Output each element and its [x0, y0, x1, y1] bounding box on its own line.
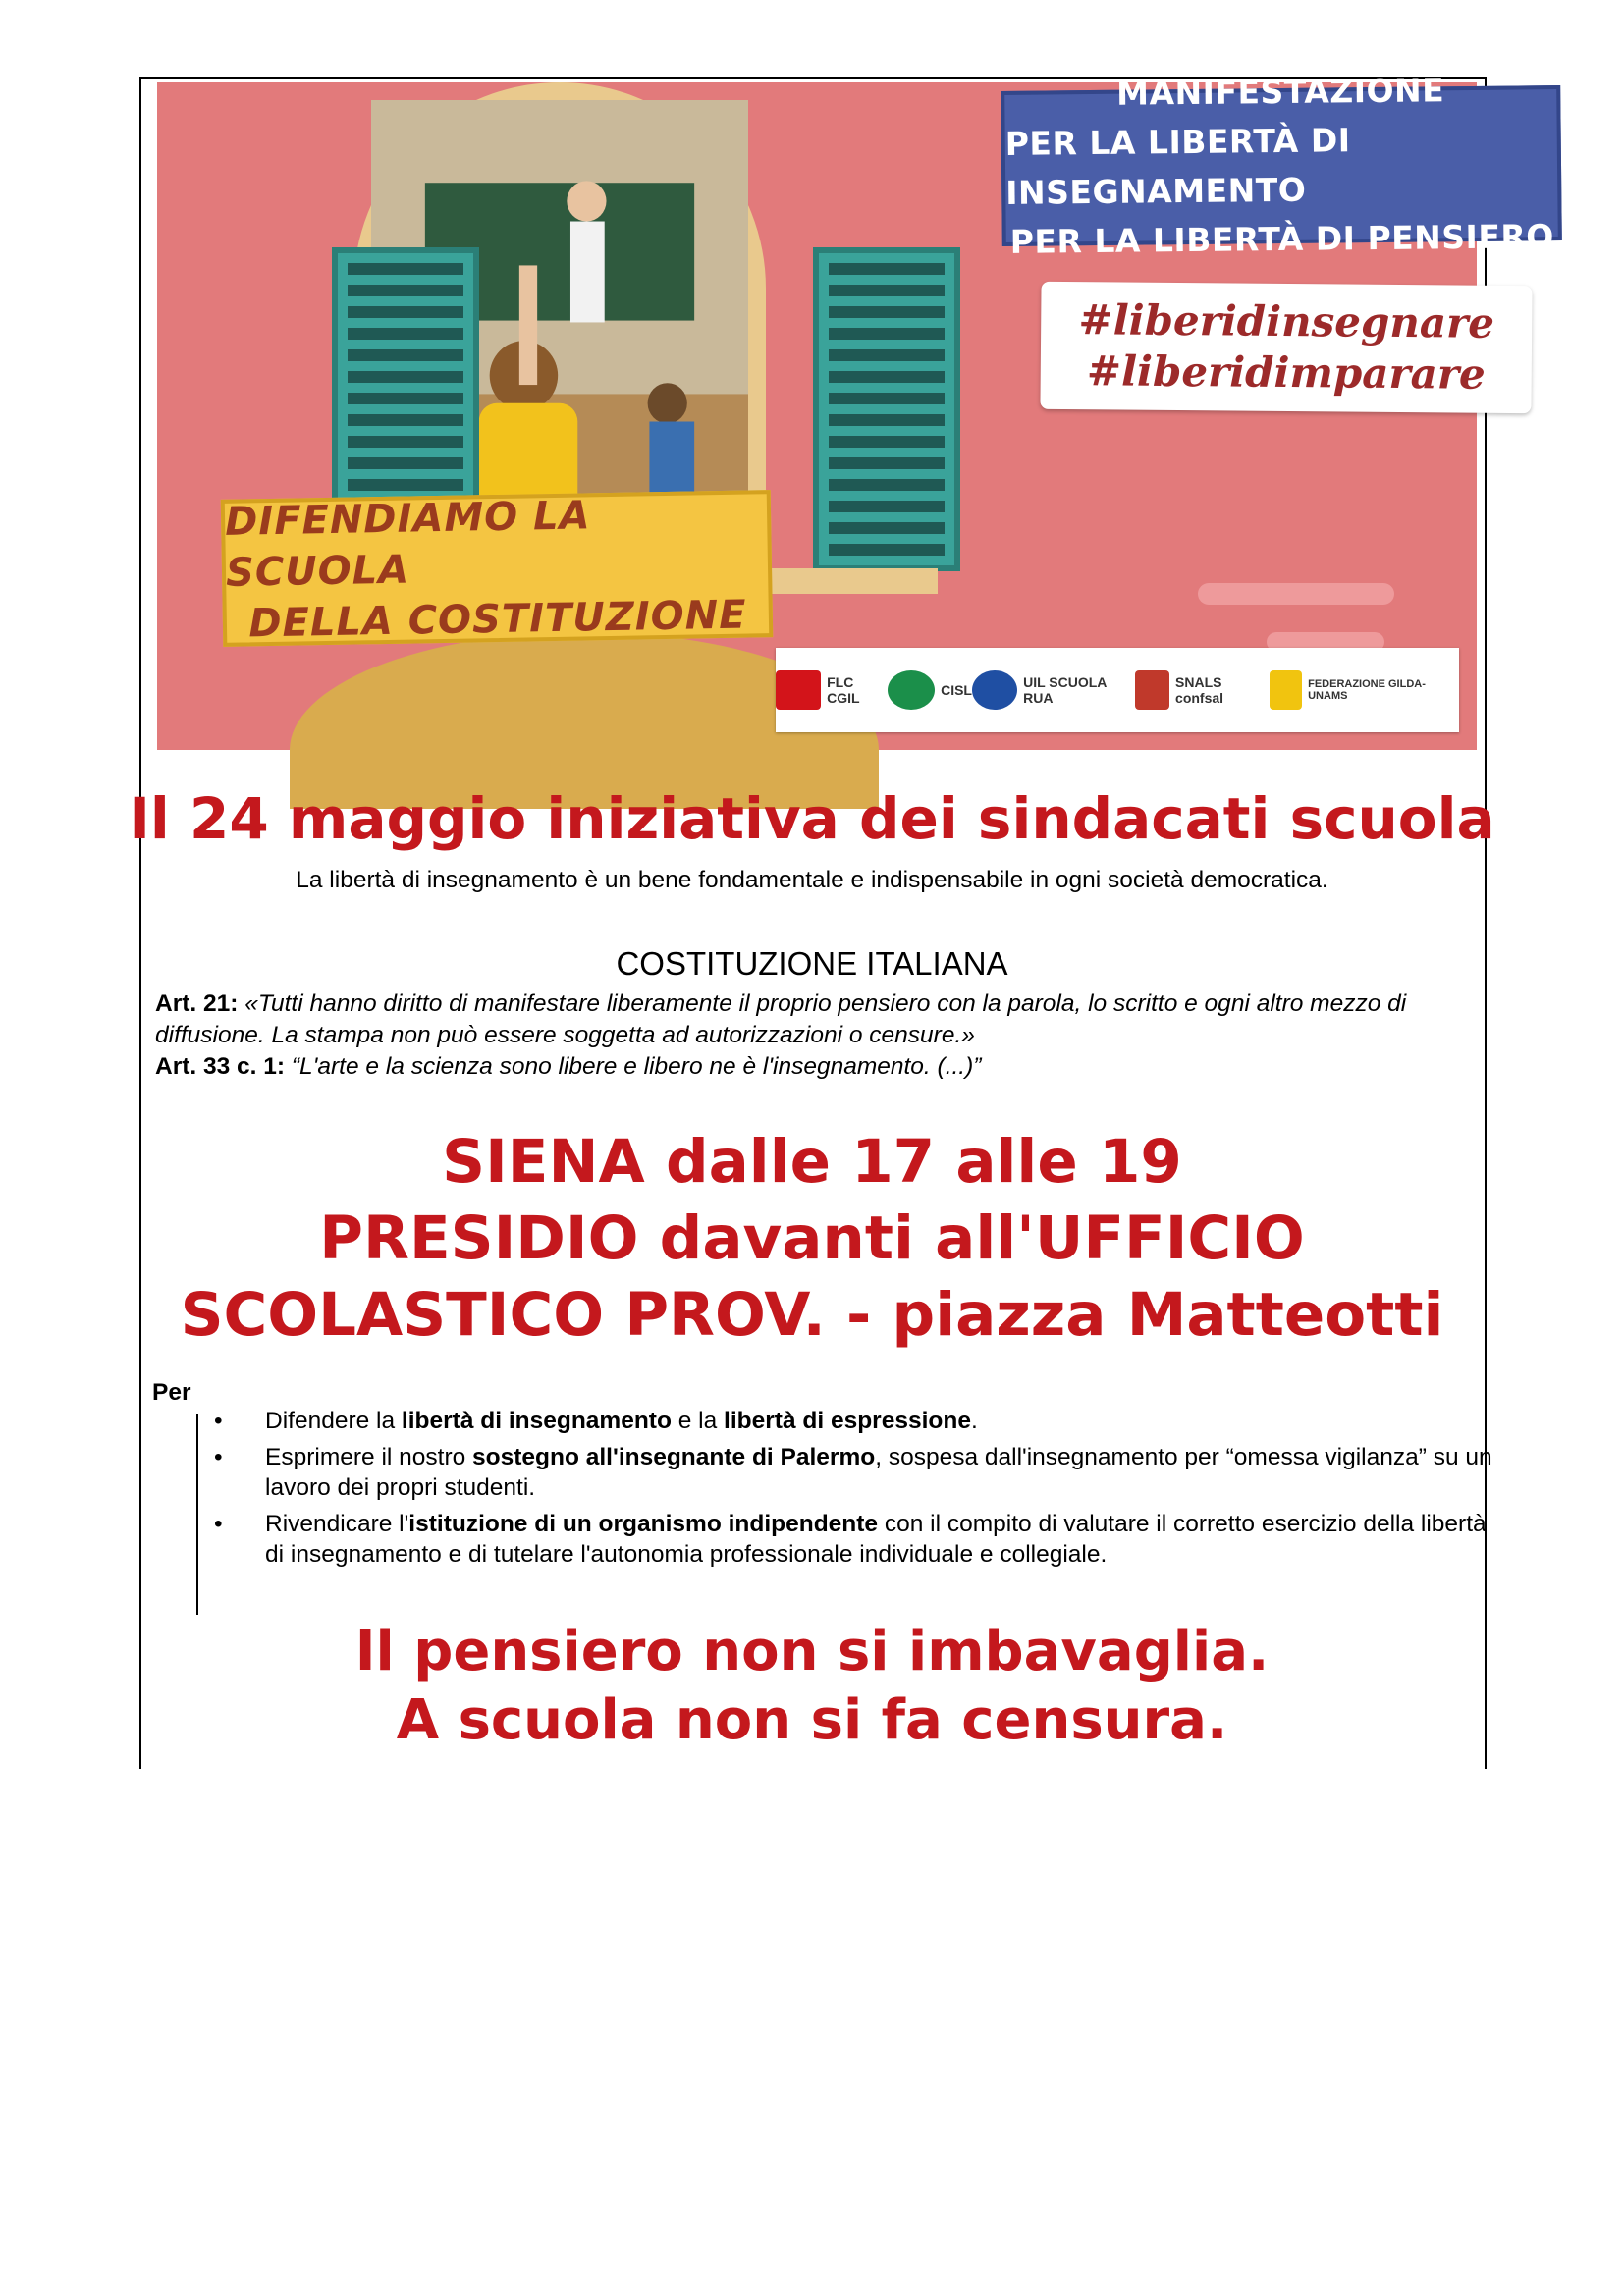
event-line-2: PRESIDIO davanti all'UFFICIO: [319, 1203, 1305, 1273]
blue-banner-line-1: MANIFESTAZIONE: [1115, 71, 1445, 113]
event-line-3: SCOLASTICO PROV. - piazza Matteotti: [180, 1280, 1444, 1350]
list-item: [206, 1406, 1492, 1436]
flc-cgil-logo-icon: [776, 670, 821, 710]
constitution-articles: [155, 988, 1471, 1083]
right-shutter: [813, 247, 960, 571]
manifestazione-banner: [1001, 71, 1562, 261]
list-item-text: e la: [671, 1408, 725, 1434]
constitution-title: COSTITUZIONE ITALIANA: [616, 945, 1008, 982]
list-item-text: libertà di espressione: [724, 1408, 971, 1434]
bullet-icon: •: [214, 1444, 223, 1470]
logo-flc-cgil: FLC CGIL: [776, 670, 888, 710]
difendiamo-banner: [221, 490, 774, 647]
per-label: Per: [152, 1379, 191, 1406]
poster-banner: [157, 71, 1555, 750]
union-logos: [776, 648, 1459, 732]
per-divider: [196, 1414, 198, 1615]
hashtag-1: #liberidinsegnare: [1078, 295, 1495, 347]
list-item-text: con il compito di valutare il corretto esercizio della libertà di insegnamento e di tutelare l'autonomia professionale individuale e collegiale.: [265, 1511, 1487, 1568]
logo-uil-scuola: UIL SCUOLA RUA: [972, 670, 1135, 710]
blue-banner-line-3: PER LA LIBERTÀ DI PENSIERO: [1009, 217, 1555, 261]
logo-gilda: FEDERAZIONE GILDA-UNAMS: [1270, 670, 1459, 710]
slogan-line-1: Il pensiero non si imbavaglia.: [354, 1620, 1270, 1683]
hashtag-2: #liberidimparare: [1086, 347, 1486, 399]
blue-banner-line-2: PER LA LIBERTÀ DI INSEGNAMENTO: [1004, 121, 1351, 212]
bullet-icon: •: [214, 1511, 223, 1537]
event-details: [0, 1124, 1624, 1354]
list-item-text: Difendere la: [265, 1408, 402, 1434]
logo-cisl: CISL: [888, 670, 972, 710]
list-item-text: Esprimere il nostro: [265, 1444, 473, 1470]
uil-logo-icon: [972, 670, 1017, 710]
list-item-text: Rivendicare l': [265, 1511, 409, 1537]
hashtag-banner: [1040, 282, 1532, 413]
yellow-banner-line-1: DIFENDIAMO LA SCUOLA: [224, 493, 591, 596]
cisl-logo-icon: [888, 670, 935, 710]
yellow-banner-line-2: DELLA COSTITUZIONE: [247, 592, 747, 647]
slogan-line-2: A scuola non si fa censura.: [396, 1688, 1228, 1752]
list-item-text: libertà di insegnamento: [401, 1408, 672, 1434]
logo-snals: SNALS confsal: [1135, 670, 1270, 710]
gilda-logo-icon: [1270, 670, 1302, 710]
article-33: Art. 33 c. 1: “L'arte e la scienza sono libere e libero ne è l'insegnamento. (...)”: [155, 1053, 982, 1080]
list-item-text: , sospesa dall'insegnamento per “omessa vigilanza” su un lavoro dei propri studenti.: [265, 1444, 1492, 1501]
subheadline: La libertà di insegnamento è un bene fondamentale e indispensabile in ogni società democratica.: [296, 867, 1328, 893]
snals-logo-icon: [1135, 670, 1169, 710]
list-item-text: istituzione di un organismo indipendente: [408, 1511, 879, 1537]
main-headline: Il 24 maggio iniziativa dei sindacati scuola: [129, 785, 1495, 852]
article-21: Art. 21: «Tutti hanno diritto di manifestare liberamente il proprio pensiero con la parola, lo scritto e ogni altro mezzo di diffusione. La stampa non può essere soggetta ad autorizzazioni o censure.»: [155, 990, 1407, 1048]
list-item-text: .: [970, 1408, 978, 1434]
event-line-1: SIENA dalle 17 alle 19: [442, 1127, 1182, 1197]
list-item: [206, 1442, 1492, 1503]
slogan: [0, 1618, 1624, 1755]
list-item: [206, 1509, 1492, 1570]
bullet-icon: •: [214, 1408, 223, 1434]
list-item-text: sostegno all'insegnante di Palermo: [472, 1444, 876, 1470]
goals-list: [206, 1406, 1492, 1575]
